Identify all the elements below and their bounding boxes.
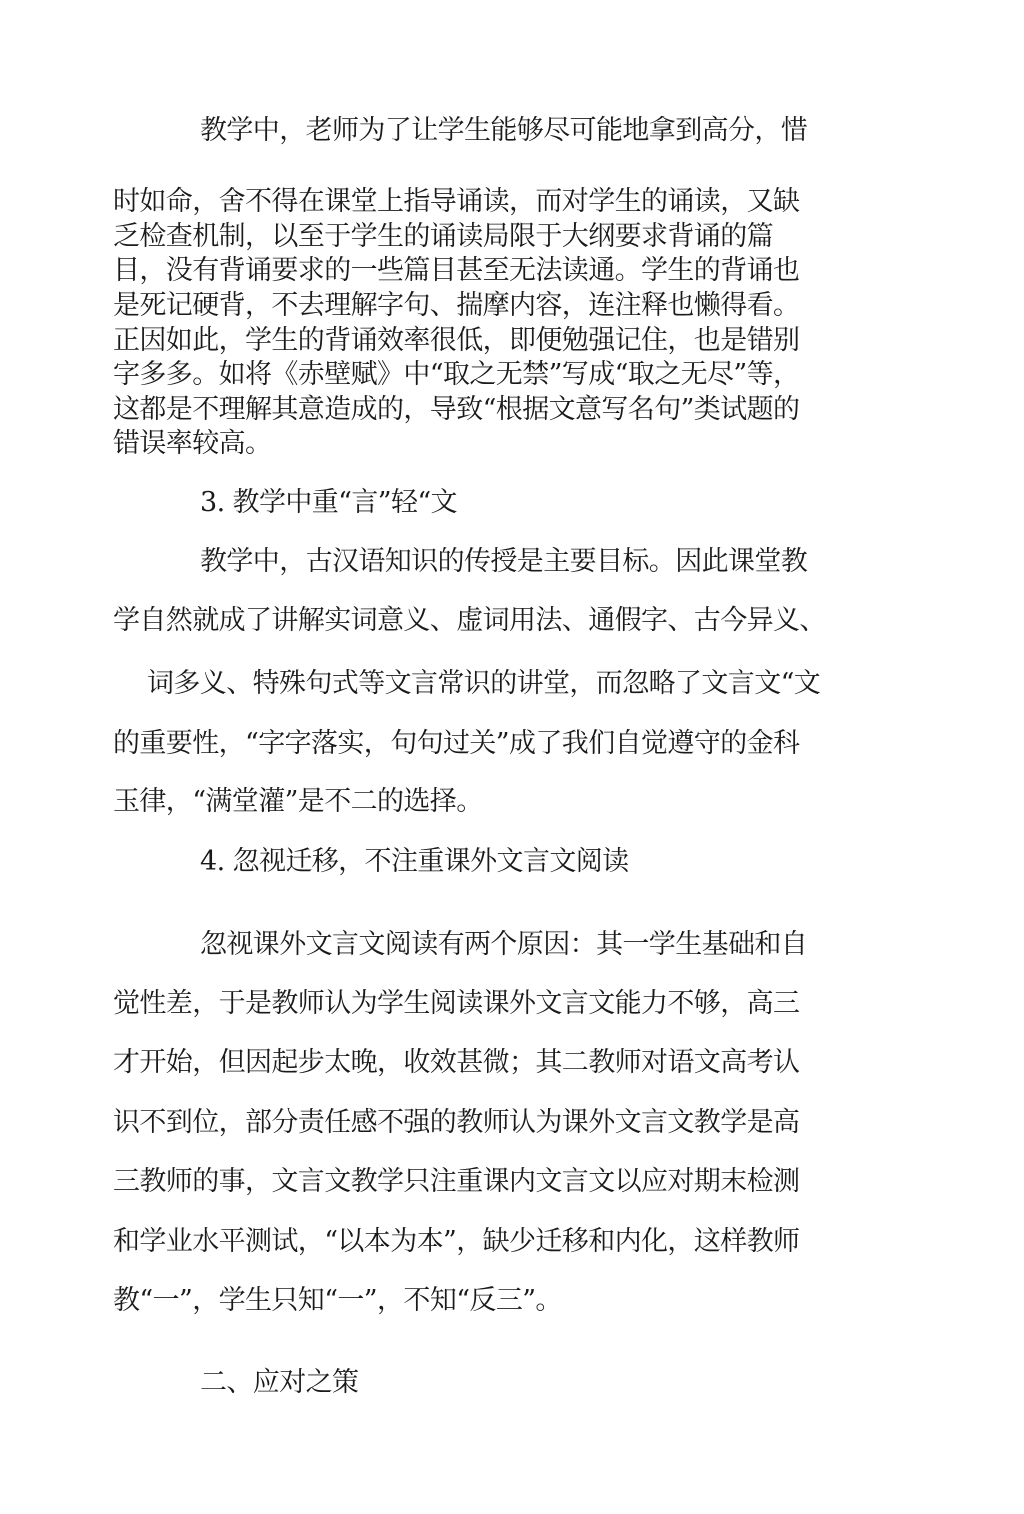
- text-line: 时如命，舍不得在课堂上指导诵读，而对学生的诵读，又缺: [113, 186, 800, 217]
- text-line: 的重要性，“字字落实，句句过关”成了我们自觉遵守的金科: [113, 728, 800, 759]
- text-line: 识不到位，部分责任感不强的教师认为课外文言文教学是高: [113, 1107, 800, 1138]
- section-heading-3: 3. 教学中重“言”轻“文: [200, 487, 457, 518]
- text-line: 三教师的事，文言文教学只注重课内文言文以应对期末检测: [113, 1166, 800, 1197]
- text-line: 这都是不理解其意造成的，导致“根据文意写名句”类试题的: [113, 394, 800, 425]
- text-line: 字多多。如将《赤壁赋》中“取之无禁”写成“取之无尽”等，: [113, 359, 800, 390]
- text-line: 是死记硬背，不去理解字句、揣摩内容，连注释也懒得看。: [113, 290, 800, 321]
- text-line: 教学中，古汉语知识的传授是主要目标。因此课堂教: [200, 546, 808, 577]
- text-line: 和学业水平测试，“以本为本”，缺少迁移和内化，这样教师: [113, 1226, 800, 1257]
- section-heading-countermeasures: 二、应对之策: [200, 1367, 359, 1398]
- text-line: 词多义、特殊句式等文言常识的讲堂，而忽略了文言文“文: [147, 668, 821, 699]
- text-line: 目，没有背诵要求的一些篇目甚至无法读通。学生的背诵也: [113, 255, 800, 286]
- text-line: 乏检查机制，以至于学生的诵读局限于大纲要求背诵的篇: [113, 221, 773, 252]
- text-line: 觉性差，于是教师认为学生阅读课外文言文能力不够，高三: [113, 988, 800, 1019]
- text-line: 教“一”，学生只知“一”，不知“反三”。: [113, 1285, 562, 1316]
- text-line: 正因如此，学生的背诵效率很低，即便勉强记住，也是错别: [113, 325, 800, 356]
- text-line: 玉律，“满堂灌”是不二的选择。: [113, 786, 483, 817]
- section-heading-4: 4. 忽视迁移，不注重课外文言文阅读: [200, 846, 629, 877]
- text-line: 才开始，但因起步太晚，收效甚微；其二教师对语文高考认: [113, 1047, 800, 1078]
- text-line: 教学中，老师为了让学生能够尽可能地拿到高分，惜: [200, 115, 808, 146]
- text-line: 忽视课外文言文阅读有两个原因：其一学生基础和自: [200, 929, 808, 960]
- text-line: 学自然就成了讲解实词意义、虚词用法、通假字、古今异义、: [113, 605, 826, 636]
- text-line: 错误率较高。: [113, 428, 272, 459]
